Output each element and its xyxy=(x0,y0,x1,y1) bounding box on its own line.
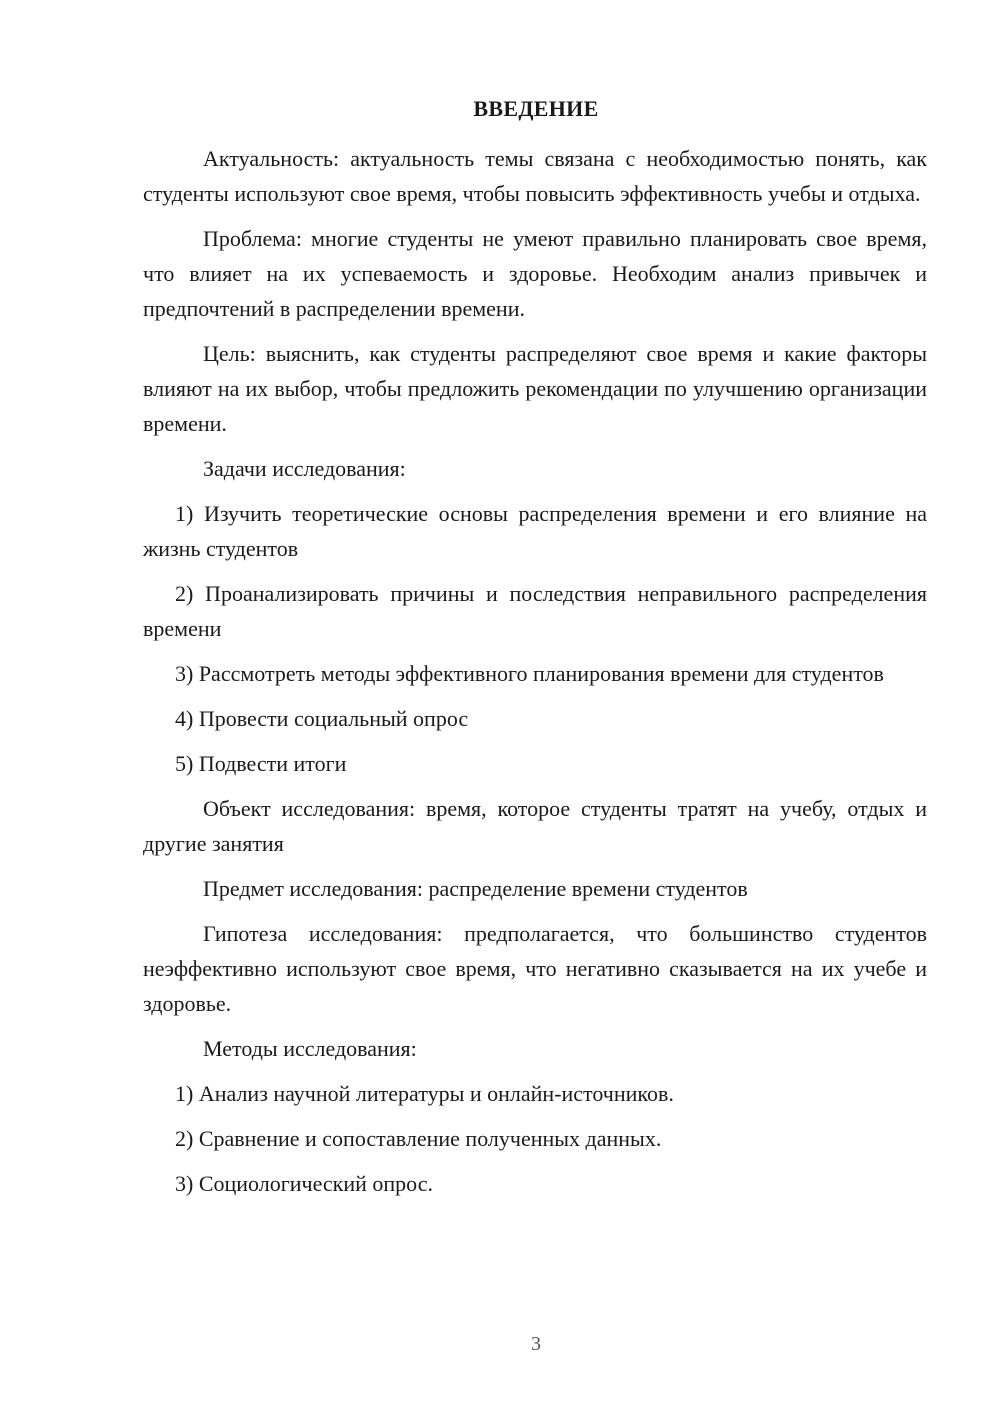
paragraph-tasks-heading: Задачи исследования: xyxy=(203,456,406,481)
task-item: 3) Рассмотреть методы эффективного планирования времени для студентов xyxy=(175,661,884,686)
method-item: 2) Сравнение и сопоставление полученных данных. xyxy=(175,1126,662,1151)
task-item: 5) Подвести итоги xyxy=(175,751,347,776)
paragraph-methods-heading: Методы исследования: xyxy=(203,1036,417,1061)
paragraph-hypothesis: Гипотеза исследования: предполагается, что большинство студентов неэффективно используют свое время, что негативно сказывается на их учебе и здоровье. xyxy=(143,921,927,1016)
page-title: ВВЕДЕНИЕ xyxy=(473,96,599,121)
paragraph-object: Объект исследования: время, которое студенты тратят на учебу, отдых и другие занятия xyxy=(143,796,927,856)
paragraph-problem: Проблема: многие студенты не умеют правильно планировать свое время, что влияет на их успеваемость и здоровье. Необходим анализ привычек и предпочтений в распределении времени. xyxy=(143,226,927,321)
task-item: 4) Провести социальный опрос xyxy=(175,706,469,731)
paragraph-subject: Предмет исследования: распределение времени студентов xyxy=(203,876,748,901)
paragraph-relevance: Актуальность: актуальность темы связана с необходимостью понять, как студенты используют свое время, чтобы повысить эффективность учебы и отдыха. xyxy=(143,146,927,206)
method-item: 1) Анализ научной литературы и онлайн-источников. xyxy=(175,1081,674,1106)
method-item: 3) Социологический опрос. xyxy=(175,1171,433,1196)
page-number: 3 xyxy=(531,1333,541,1355)
task-item: 2) Проанализировать причины и последствия неправильного распределения времени xyxy=(143,581,927,641)
task-item: 1) Изучить теоретические основы распределения времени и его влияние на жизнь студентов xyxy=(143,501,927,561)
paragraph-goal: Цель: выяснить, как студенты распределяют свое время и какие факторы влияют на их выбор, чтобы предложить рекомендации по улучшению организации времени. xyxy=(143,341,927,436)
document-body xyxy=(143,141,927,1211)
